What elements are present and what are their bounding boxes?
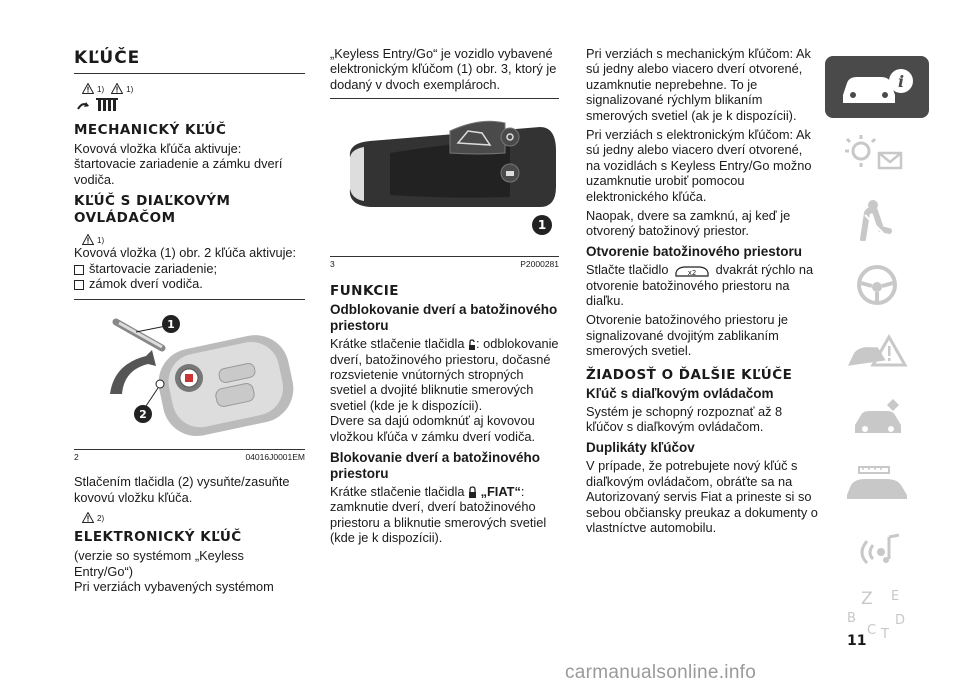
index-letter: D xyxy=(895,613,906,628)
lock-padlock-icon xyxy=(468,486,477,499)
warning-triangle-icon xyxy=(111,83,123,94)
page-number: 11 xyxy=(847,633,867,649)
recycle-bin-icon-row xyxy=(76,97,305,118)
index-letter: T xyxy=(881,627,889,642)
unlock-padlock-icon xyxy=(468,339,476,351)
column-3 xyxy=(586,46,818,535)
callout-1-label: 1 xyxy=(167,318,175,332)
remote-key-subheading: Kľúč s diaľkovým ovládačom xyxy=(586,385,774,401)
warning-ref: 2) xyxy=(97,514,105,524)
figure-2-flip-key xyxy=(74,304,305,442)
release-button xyxy=(156,380,164,388)
tab-multimedia[interactable] xyxy=(825,518,929,580)
bullet-text: zámok dverí vodiča. xyxy=(89,276,203,292)
callout-1-label: 1 xyxy=(537,218,547,233)
car-specs-icon xyxy=(837,461,917,505)
warning-refs xyxy=(82,78,305,94)
tab-car-info[interactable] xyxy=(825,56,929,118)
trunk-open-text xyxy=(586,262,818,308)
lock-text xyxy=(330,484,559,546)
tab-car-specs[interactable] xyxy=(825,452,929,514)
callout-2-label: 2 xyxy=(139,408,147,422)
trunk-button xyxy=(450,121,505,154)
tab-index[interactable] xyxy=(825,584,929,646)
duplicate-keys-text: V prípade, že potrebujete nový kľúč s diaľkovým ovládačom, obráťte sa na Autorizovaný servis Fiat a prineste si so sebou občiansky preukaz a dokumenty o vlastníctve automobilu. xyxy=(586,458,818,535)
unlock-heading: Odblokovanie dverí a batožinového priestoru xyxy=(330,302,558,334)
tab-steering-wheel[interactable] xyxy=(825,254,929,316)
trunk-open-text-b: dvakrát rýchlo na otvorenie batožinového priestoru na diaľku. xyxy=(586,261,814,308)
index-letter: C xyxy=(867,623,877,638)
tab-seatbelt-airbag[interactable] xyxy=(825,188,929,250)
callout-line xyxy=(136,326,166,332)
warning-ref: 1) xyxy=(97,85,105,94)
press-button-text: Stlačením tlačidla (2) vysuňte/zasuňte kovovú vložku kľúča. xyxy=(74,474,290,505)
trunk-open-signal-text: Otvorenie batožinového priestoru je signalizované dvojitým zablikaním smerových svetiel. xyxy=(586,312,789,359)
trunk-double-press-icon xyxy=(672,264,712,278)
bullet-item xyxy=(74,276,305,291)
functions-heading: FUNKCIE xyxy=(330,283,399,300)
lock-text-a: Krátke stlačenie tlačidla xyxy=(330,484,465,500)
key-blade-highlight xyxy=(119,323,162,347)
tab-warning-breakdown[interactable] xyxy=(825,320,929,382)
lock-text-b: : zamknutie dverí, dverí batožinového priestoru a bliknutie smerových svetiel (kde je k dispozícii). xyxy=(330,484,547,546)
index-letter: B xyxy=(847,611,856,626)
trunk-open-lock-text: Naopak, dvere sa zamknú, aj keď je otvorený batožinový priestor. xyxy=(586,208,791,239)
warning-ref-row xyxy=(82,507,305,523)
svg-text:x2: x2 xyxy=(687,268,697,277)
remote-key-count-text: Systém je schopný rozpoznať až 8 kľúčov s diaľkovým ovládačom. xyxy=(586,403,783,434)
unlock-button xyxy=(501,128,519,146)
warning-triangle-icon xyxy=(82,234,94,245)
watermark: carmanualsonline.info xyxy=(565,662,757,683)
chapter-sidebar xyxy=(825,56,935,650)
figure-3-electronic-key xyxy=(330,103,559,249)
figure-code: 04016J0001EM xyxy=(245,452,305,463)
mechanical-lock-text: Pri verziách s mechanickým kľúčom: Ak sú jedny alebo viacero dverí otvorené, uzamknutie neprebehne. To je signalizované rýchlym blikaním smerových svetiel (ak je k dispozícii). xyxy=(586,46,811,123)
warning-ref: 1) xyxy=(97,236,105,246)
seatbelt-airbag-icon xyxy=(837,197,917,241)
callout-line xyxy=(146,388,158,406)
unlock-text-b: : odblokovanie dverí, batožinového priestoru, dočasné rozsvietenie vnútorných stropných svetiel a dvojité bliknutie smerových svetiel (kde je k dispozícii). xyxy=(330,336,559,413)
bullet-square xyxy=(74,280,84,290)
warning-ref: 1) xyxy=(126,85,134,94)
unlock-text-a: Krátke stlačenie tlačidla xyxy=(330,336,465,352)
figure-top-rule xyxy=(74,299,305,300)
remote-key-heading: KĽÚČ S DIAĽKOVÝM OVLÁDAČOM xyxy=(74,193,231,227)
svg-text:i: i xyxy=(897,72,905,91)
lock-heading: Blokovanie dverí a batožinového priestoru xyxy=(330,450,541,482)
remote-key-text: Kovová vložka (1) obr. 2 kľúča aktivuje: xyxy=(74,245,297,261)
key-request-heading: ŽIADOSŤ O ĎALŠIE KĽÚČE xyxy=(586,366,793,383)
unlock-text xyxy=(330,336,559,413)
dashboard-lights-icon xyxy=(837,131,917,175)
tab-maintenance[interactable] xyxy=(825,386,929,448)
column-2 xyxy=(330,46,559,546)
multimedia-icon xyxy=(837,527,917,571)
page-title: KĽÚČE xyxy=(74,48,141,68)
duplicate-keys-heading: Duplikáty kľúčov xyxy=(586,440,695,456)
electronic-lock-text: Pri verziách s elektronickým kľúčom: Ak sú jedny alebo viacero dverí otvorené, na vozidlách s Keyless Entry/Go možno uzamknutie urobiť pomocou elektronického kľúča. xyxy=(586,127,812,204)
index-letter: Z xyxy=(861,589,873,609)
figure-2-caption xyxy=(74,449,305,462)
figure-code: P2000281 xyxy=(520,259,559,270)
fiat-button-label: „FIAT“ xyxy=(480,484,521,500)
bullet-square xyxy=(74,265,84,275)
electronic-key-version: (verzie so systémom „Keyless Entry/Go“) xyxy=(74,548,244,579)
doors-text: Dvere sa dajú odomknúť aj kovovou vložkou kľúča v zámku dverí vodiča. xyxy=(330,413,536,444)
index-letter: E xyxy=(891,589,900,604)
electronic-key-text: Pri verziách vybavených systémom xyxy=(74,579,274,595)
warning-ref-row xyxy=(82,229,305,245)
figure-top-rule xyxy=(330,98,559,99)
warning-triangle-icon xyxy=(82,83,94,94)
bullet-item xyxy=(74,261,305,276)
figure-number: 2 xyxy=(74,452,79,463)
rotation-arrow xyxy=(110,350,156,394)
keyless-intro: „Keyless Entry/Go“ je vozidlo vybavené elektronickým kľúčom (1) obr. 3, ktorý je dodaný v dvoch exemplároch. xyxy=(330,46,557,92)
trunk-open-heading: Otvorenie batožinového priestoru xyxy=(586,243,803,259)
wrench-maintenance-icon xyxy=(837,395,917,439)
warning-triangle-icon xyxy=(82,512,94,523)
tab-dashboard-lights[interactable] xyxy=(825,122,929,184)
mechanical-key-text: Kovová vložka kľúča aktivuje: štartovacie zariadenie a zámku dverí vodiča. xyxy=(74,141,283,187)
column-1 xyxy=(74,48,305,594)
car-info-icon xyxy=(837,65,917,109)
warning-breakdown-icon xyxy=(837,329,917,373)
mechanical-key-heading: MECHANICKÝ KĽÚČ xyxy=(74,122,227,138)
figure-3-caption xyxy=(330,256,559,269)
steering-wheel-icon xyxy=(837,263,917,307)
electronic-key-heading: ELEKTRONICKÝ KĽÚČ xyxy=(74,529,242,546)
trunk-open-text-a: Stlačte tlačidlo xyxy=(586,261,669,277)
title-rule xyxy=(74,73,305,74)
figure-number: 3 xyxy=(330,259,335,270)
bullet-text: štartovacie zariadenie; xyxy=(89,260,218,276)
key-fob-tip xyxy=(350,147,364,201)
disposal-icon xyxy=(76,97,120,113)
